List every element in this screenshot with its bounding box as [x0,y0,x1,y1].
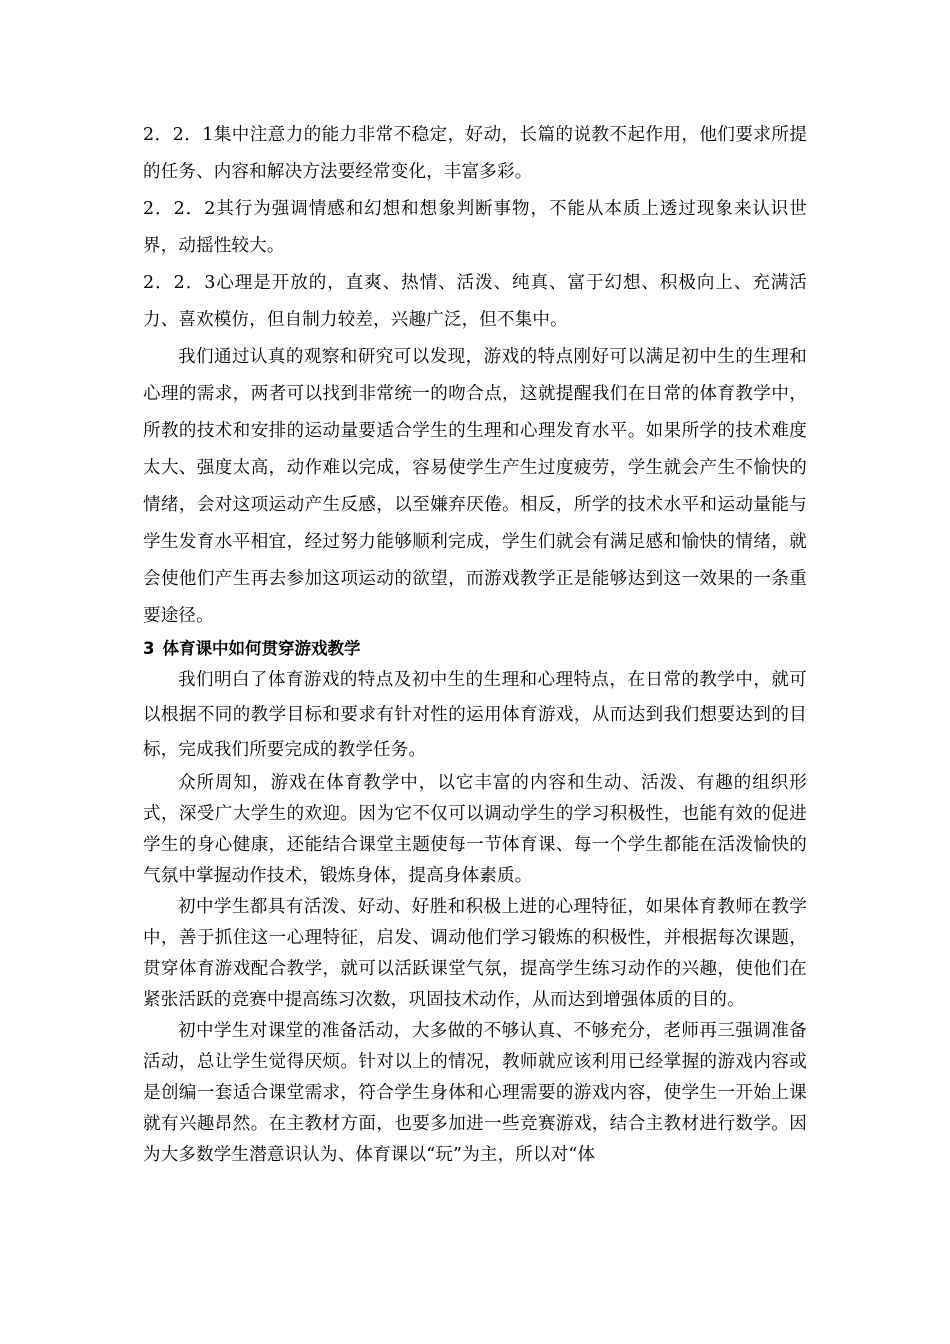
section-number: 3 [143,639,155,658]
paragraph-psychology: 初中学生都具有活泼、好动、好胜和积极上进的心理特征，如果体育教师在教学中，善于抓住这一心理特征，启发、调动他们学习锻炼的积极性，并根据每次课题，贯穿体育游戏配合教学，就可以活跃课堂气氛，提高学生练习动作的兴趣，使他们在紧张活跃的竞赛中提高练习次数，巩固技术动作，从而达到增强体质的目的。 [143,897,807,1010]
section-title: 体育课中如何贯穿游戏教学 [162,639,361,658]
document-page [143,117,807,1171]
paragraph-2-2-2: 2．2．2其行为强调情感和幻想和想象判断事物，不能从本质上透过现象来认识世界，动摇性较大。 [143,199,807,256]
paragraph-2-2-3: 2．2．3心理是开放的，直爽、热情、活泼、纯真、富于幻想、积极向上、充满活力、喜欢模仿，但自制力较差，兴趣广泛，但不集中。 [143,273,807,330]
section-heading [143,635,807,663]
paragraph-2-2-1: 2．2．1集中注意力的能力非常不稳定，好动，长篇的说教不起作用，他们要求所提的任务、内容和解决方法要经常变化，丰富多彩。 [143,125,807,182]
paragraph-warmup: 初中学生对课堂的准备活动，大多做的不够认真、不够充分，老师再三强调准备活动，总让学生觉得厌烦。针对以上的情况，教师就应该利用已经掌握的游戏内容或是创编一套适合课堂需求，符合学生身体和心理需要的游戏内容，使学生一开始上课就有兴趣昂然。在主教材方面，也要多加进一些竞赛游戏，结合主教材进行数学。因为大多数学生潜意识认为、体育课以“玩”为主，所以对“体 [143,1021,807,1165]
paragraph-understanding: 我们明白了体育游戏的特点及初中生的生理和心理特点，在日常的教学中，就可以根据不同的教学目标和要求有针对性的运用体育游戏，从而达到我们想要达到的目标，完成我们所要完成的教学任务。 [143,670,807,760]
paragraph-game-features: 我们通过认真的观察和研究可以发现，游戏的特点刚好可以满足初中生的生理和心理的需求，两者可以找到非常统一的吻合点，这就提醒我们在日常的体育教学中，所教的技术和安排的运动量要适合学生的生理和心理发育水平。如果所学的技术难度太大、强度太高，动作难以完成，容易使学生产生过度疲劳，学生就会产生不愉快的情绪，会对这项运动产生反感，以至嫌弃厌倦。相反，所学的技术水平和运动量能与学生发育水平相宜，经过努力能够顺利完成，学生们就会有满足感和愉快的情绪，就会使他们产生再去参加这项运动的欲望，而游戏教学正是能够达到这一效果的一条重要途径。 [143,347,807,626]
paragraph-well-known: 众所周知，游戏在体育教学中，以它丰富的内容和生动、活泼、有趣的组织形式，深受广大学生的欢迎。因为它不仅可以调动学生的学习积极性，也能有效的促进学生的身心健康，还能结合课堂主题使每一节体育课、每一个学生都能在活泼愉快的气氛中掌握动作技术，锻炼身体，提高身体素质。 [143,773,807,886]
